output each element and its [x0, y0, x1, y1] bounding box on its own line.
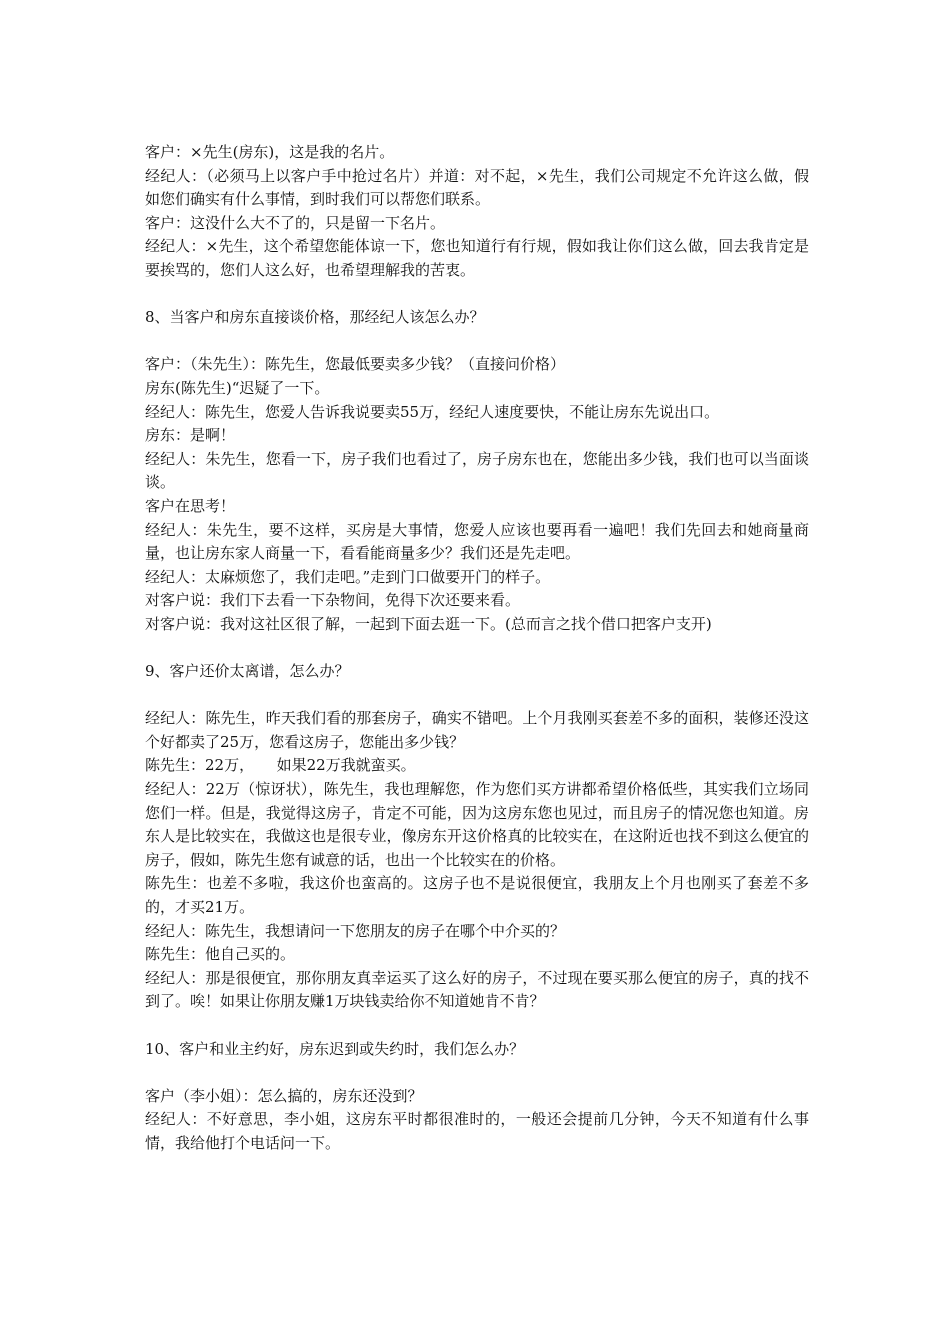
paragraph: 经纪人：那是很便宜，那你朋友真幸运买了这么好的房子，不过现在要买那么便宜的房子，真的找不到了。唉！如果让你朋友赚1万块钱卖给你不知道她肯不肯？	[145, 968, 809, 1011]
paragraph: 经纪人：朱先生，要不这样，买房是大事情，您爱人应该也要再看一遍吧！我们先回去和她商量商量，也让房东家人商量一下，看看能商量多少？我们还是先走吧。	[145, 520, 809, 563]
paragraph: 经纪人：不好意思，李小姐，这房东平时都很准时的，一般还会提前几分钟，今天不知道有什么事情，我给他打个电话问一下。	[145, 1110, 809, 1152]
paragraph: 客户在思考！	[145, 496, 236, 515]
paragraph: 经纪人：陈先生，昨天我们看的那套房子，确实不错吧。上个月我刚买套差不多的面积，装修还没这个好都卖了25万，您看这房子，您能出多少钱？	[145, 709, 809, 751]
paragraph: 经纪人：陈先生，我想请问一下您朋友的房子在哪个中介买的？	[145, 921, 566, 940]
blank-line	[145, 330, 809, 354]
blank-line	[145, 684, 809, 708]
paragraph: 经纪人：22万（惊讶状），陈先生，我也理解您，作为您们买方讲都希望价格低些，其实我们立场同您们一样。但是，我觉得这房子，肯定不可能，因为这房东您也见过，而且房子的情况您也知道。房东人是比较实在，我做这也是很专业，像房东开这价格真的比较实在，在这附近也找不到这么便宜的房子，假如，陈先生您有诚意的话，也出一个比较实在的价格。	[145, 780, 809, 869]
section-heading: 9、客户还价太离谱，怎么办？	[145, 662, 350, 681]
paragraph: 客户：×先生(房东)，这是我的名片。	[145, 143, 395, 161]
paragraph: 房东：是啊！	[145, 426, 236, 445]
paragraph: 客户（李小姐）：怎么搞的，房东还没到？	[145, 1086, 423, 1105]
document-body	[145, 141, 809, 1156]
blank-line	[145, 1014, 809, 1038]
paragraph: 经纪人：陈先生，您爱人告诉我说要卖55万，经纪人速度要快，不能让房东先说出口。	[145, 402, 720, 421]
paragraph: 经纪人：×先生，这个希望您能体谅一下，您也知道行有行规，假如我让你们这么做，回去我肯定是要挨骂的，您们人这么好，也希望理解我的苦衷。	[145, 237, 809, 279]
paragraph: 陈先生：他自己买的。	[145, 945, 296, 964]
paragraph: 陈先生：22万， 如果22万我就蛮买。	[145, 756, 416, 775]
section-heading: 10、客户和业主约好，房东迟到或失约时，我们怎么办？	[145, 1039, 525, 1058]
blank-line	[145, 1061, 809, 1085]
paragraph: 经纪人：（必须马上以客户手中抢过名片）并道：对不起，×先生，我们公司规定不允许这么做，假如您们确实有什么事情，到时我们可以帮您们联系。	[145, 166, 809, 209]
paragraph: 陈先生：也差不多啦，我这价也蛮高的。这房子也不是说很便宜，我朋友上个月也刚买了套差不多的，才买21万。	[145, 874, 809, 916]
section-heading: 8、当客户和房东直接谈价格，那经纪人该怎么办？	[145, 308, 485, 327]
paragraph: 对客户说：我们下去看一下杂物间，免得下次还要来看。	[145, 591, 521, 610]
paragraph: 客户：这没什么大不了的，只是留一下名片。	[145, 213, 446, 232]
paragraph: 客户：（朱先生）：陈先生，您最低要卖多少钱？（直接问价格）	[145, 355, 566, 374]
blank-line	[145, 636, 809, 660]
paragraph: 经纪人：太麻烦您了，我们走吧。”走到门口做要开门的样子。	[145, 567, 551, 586]
blank-line	[145, 283, 809, 307]
paragraph: 经纪人：朱先生，您看一下，房子我们也看过了，房子房东也在，您能出多少钱，我们也可以当面谈谈。	[145, 449, 809, 492]
paragraph: 房东(陈先生)“迟疑了一下。	[145, 378, 330, 397]
paragraph: 对客户说：我对这社区很了解，一起到下面去逛一下。(总而言之找个借口把客户支开)	[145, 614, 712, 633]
